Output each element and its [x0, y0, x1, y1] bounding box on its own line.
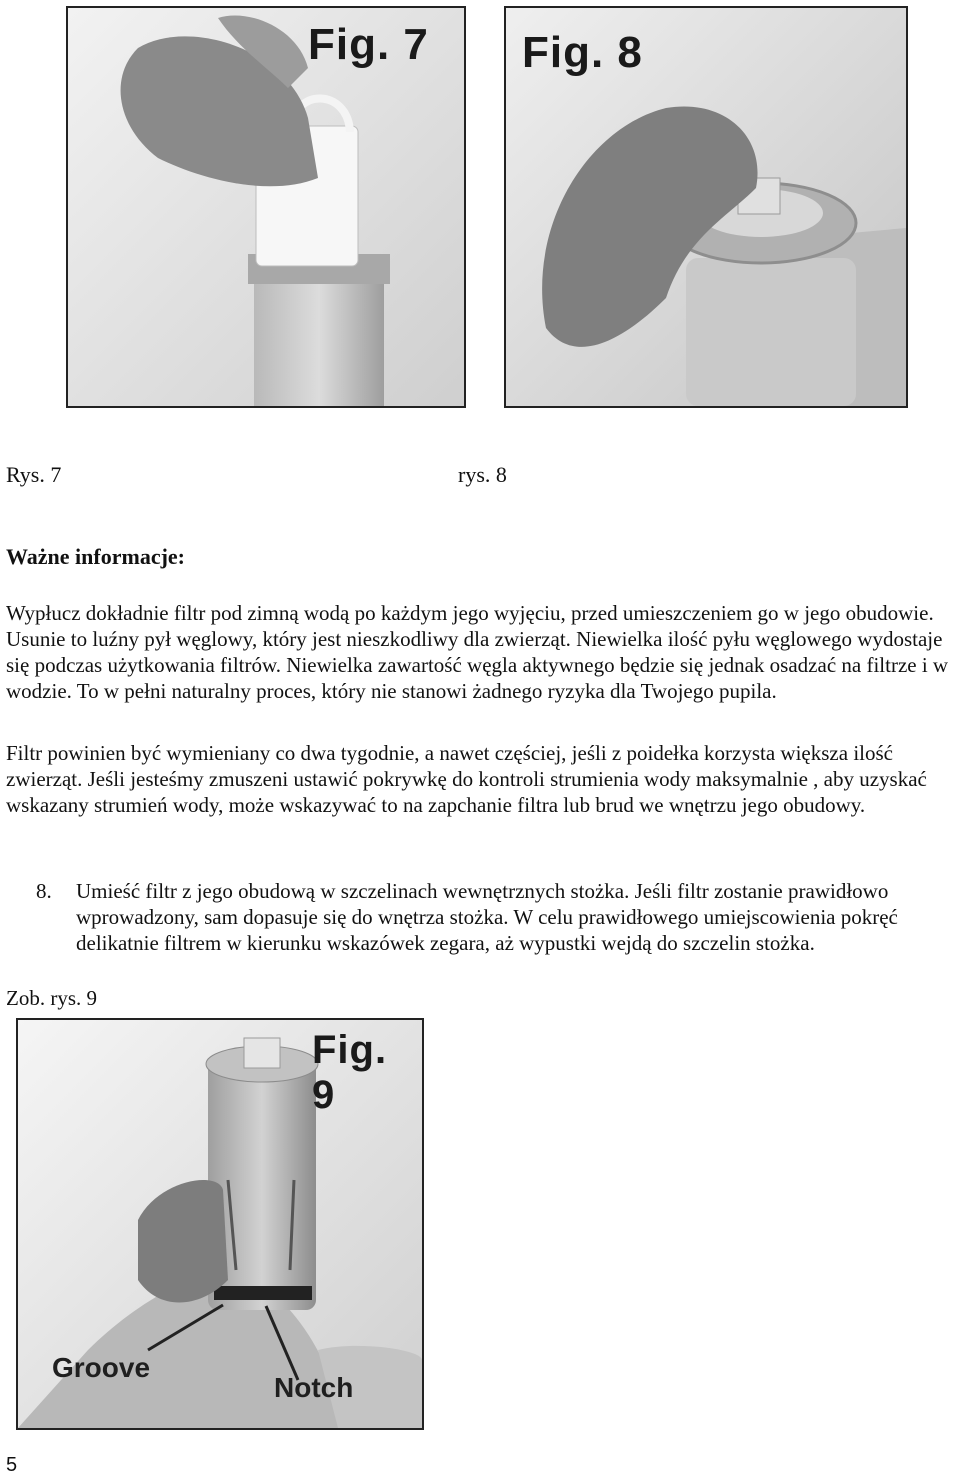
step-number: 8. — [36, 879, 52, 903]
figure-7-photo — [66, 6, 466, 408]
rinse-filter-paragraph: Wypłucz dokładnie filtr pod zimną wodą po każdym jego wyjęciu, przed umieszczeniem go w jego obudowie. Usunie to luźny pył węglowy, który jest nieszkodliwy dla zwierząt. Niewielka ilość pyłu węglowego wydostaje się podczas użytkowania filtrów. Niewielka zawartość węgla aktywnego będzie się jednak osadzać na filtrze i w wodzie. To w pełni naturalny proces, który nie stanowi żadnego ryzyka dla Twojego pupila. — [6, 601, 949, 703]
notch-annotation: Notch — [274, 1372, 354, 1403]
important-info-heading: Ważne informacje: — [6, 544, 185, 569]
figure-7-label: Fig. 7 — [308, 20, 429, 69]
figure-8-label: Fig. 8 — [522, 28, 643, 77]
figure-7-caption: Rys. 7 — [6, 462, 62, 487]
groove-annotation: Groove — [52, 1352, 151, 1383]
see-figure-note: Zob. rys. 9 — [6, 986, 97, 1010]
step-text: Umieść filtr z jego obudową w szczelinach wewnętrznych stożka. Jeśli filtr zostanie prawidłowo wprowadzony, sam dopasuje się do wnętrza stożka. W celu prawidłowego umiejscowienia pokręć delikatnie filtrem w kierunku wskazówek zegara, aż wypustki wejdą do szczelin stożka. — [76, 879, 898, 955]
filter-replacement-paragraph: Filtr powinien być wymieniany co dwa tygodnie, a nawet częściej, jeśli z poidełka korzysta większa ilość zwierząt. Jeśli jesteśmy zmuszeni ustawić pokrywkę do kontroli strumienia wody maksymalnie , aby uzyskać wskazany strumień wody, może wskazywać to na zapchanie filtra lub brud we wnętrzu jego obudowy. — [6, 741, 927, 817]
page-number: 5 — [6, 1454, 18, 1476]
figure-8-caption: rys. 8 — [458, 462, 507, 487]
figure-9-label: Fig. 9 — [312, 1028, 388, 1117]
figure-9-photo — [16, 1018, 424, 1430]
figure-8-photo — [504, 6, 908, 408]
